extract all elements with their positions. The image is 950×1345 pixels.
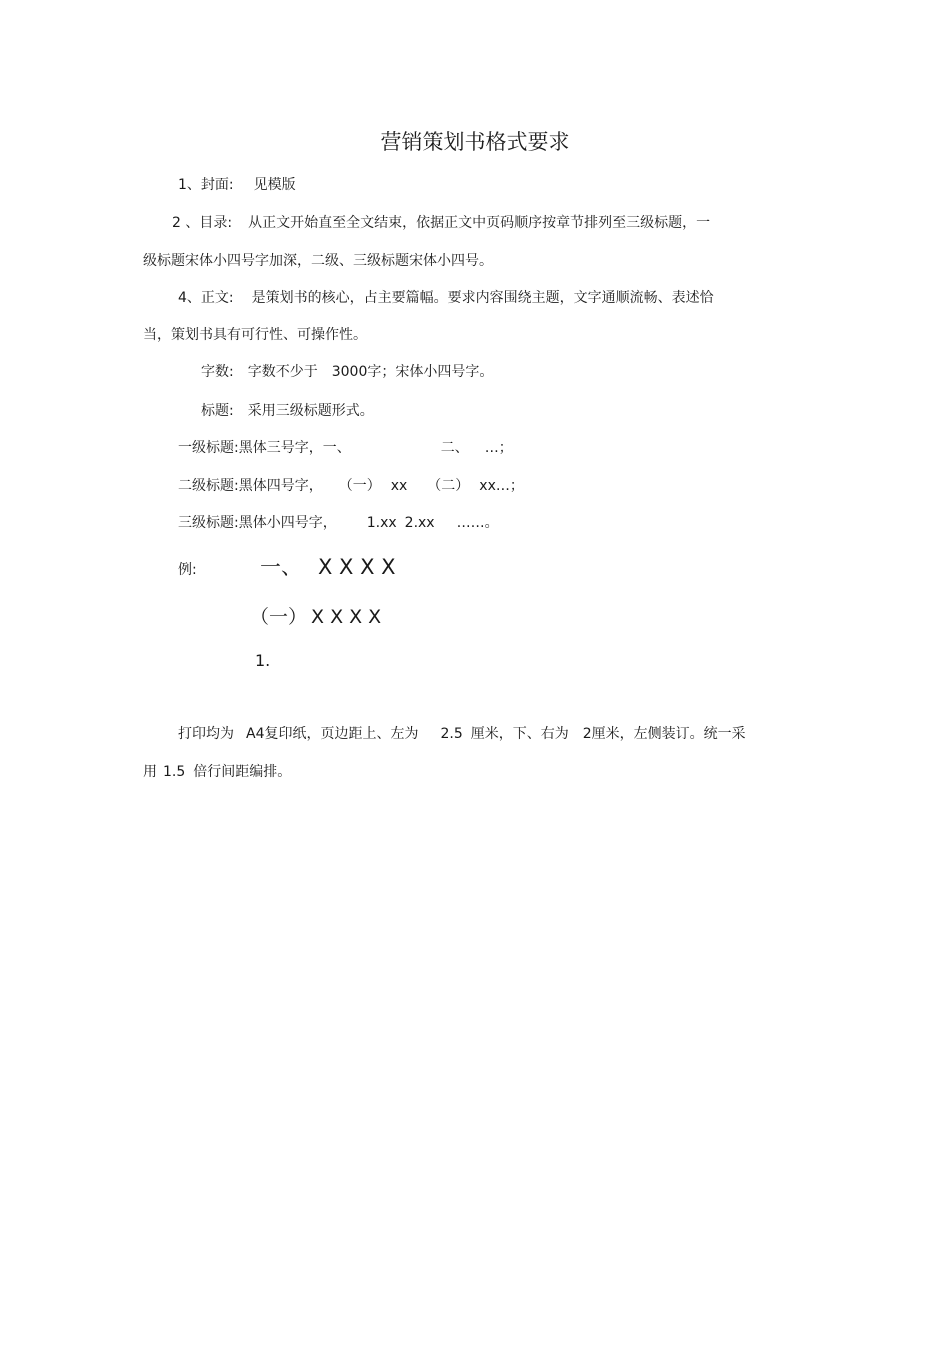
level1-line (178, 439, 513, 457)
level1-label: 一级标题: (178, 440, 239, 456)
level2-line (178, 477, 524, 495)
level2-a: （一） (338, 478, 381, 494)
body-text-1: 是策划书的核心，占主要篇幅。要求内容围绕主题，文字通顺流畅、表述恰 (251, 290, 714, 306)
cover-text: 见模版 (253, 177, 296, 193)
headings-line (201, 402, 374, 420)
toc-line-1 (172, 214, 710, 232)
cover-label: 1、封面: (178, 177, 234, 193)
level2-text: 黑体四号字， (238, 478, 323, 494)
word-count-label: 字数: (201, 364, 234, 380)
example-label: 例: (178, 562, 197, 578)
level3-line (178, 514, 499, 532)
level3-a: 1.xx (366, 515, 397, 531)
level3-label: 三级标题: (178, 515, 239, 531)
toc-line-2: 级标题宋体小四号字加深，二级、三级标题宋体小四号。 (143, 253, 493, 269)
level3-text: 黑体小四号字， (238, 515, 337, 531)
example-heading-2 (250, 605, 381, 629)
toc-text-1: 从正文开始直至全文结束，依据正文中页码顺序按章节排列至三级标题，一 (248, 215, 711, 231)
level3-b: 2.xx (404, 515, 435, 531)
body-label: 4、正文: (178, 290, 234, 306)
level1-text-b: 二、 (440, 440, 469, 456)
level1-text-c: …； (484, 440, 513, 456)
example-h1-prefix: 一、 (260, 555, 302, 579)
print-c: 复印纸，页边距上、左为 (264, 726, 419, 742)
headings-text: 采用三级标题形式。 (247, 403, 374, 419)
body-line-1 (178, 289, 714, 307)
word-count-number: 3000 (331, 364, 368, 380)
print-a: 打印均为 (178, 726, 234, 742)
print-line-1 (178, 725, 746, 743)
print-line2-b: 1.5 (163, 764, 186, 780)
example-h2-prefix: （一） (250, 606, 308, 628)
level2-label: 二级标题: (178, 478, 239, 494)
word-count-text-b: 字；宋体小四号字。 (367, 364, 494, 380)
word-count-text-a: 字数不少于 (247, 364, 318, 380)
example-heading-1 (260, 554, 396, 580)
level3-c: ……。 (456, 515, 499, 531)
body-line-2: 当，策划书具有可行性、可操作性。 (143, 327, 367, 343)
level2-b: xx (390, 478, 408, 494)
cover-line (178, 176, 296, 194)
document-title: 营销策划书格式要求 (380, 130, 570, 154)
example-h2-text: X X X X (311, 606, 382, 628)
level2-d: xx…； (479, 478, 524, 494)
example-heading-3: 1. (255, 651, 271, 670)
word-count-line (201, 363, 493, 381)
print-f: 2 (582, 726, 592, 742)
print-line2-a: 用 (143, 764, 157, 780)
toc-label: 2 、目录: (172, 215, 233, 231)
level1-text: 黑体三号字，一、 (238, 440, 351, 456)
print-line2-c: 倍行间距编排。 (193, 764, 292, 780)
print-g: 厘米，左侧装订。统一采 (591, 726, 746, 742)
print-b: A4 (246, 726, 265, 742)
print-e: 厘米，下、右为 (470, 726, 569, 742)
headings-label: 标题: (201, 403, 234, 419)
print-d: 2.5 (440, 726, 463, 742)
level2-c: （二） (427, 478, 470, 494)
print-line-2 (143, 763, 291, 781)
example-h1-text: X X X X (318, 555, 396, 579)
